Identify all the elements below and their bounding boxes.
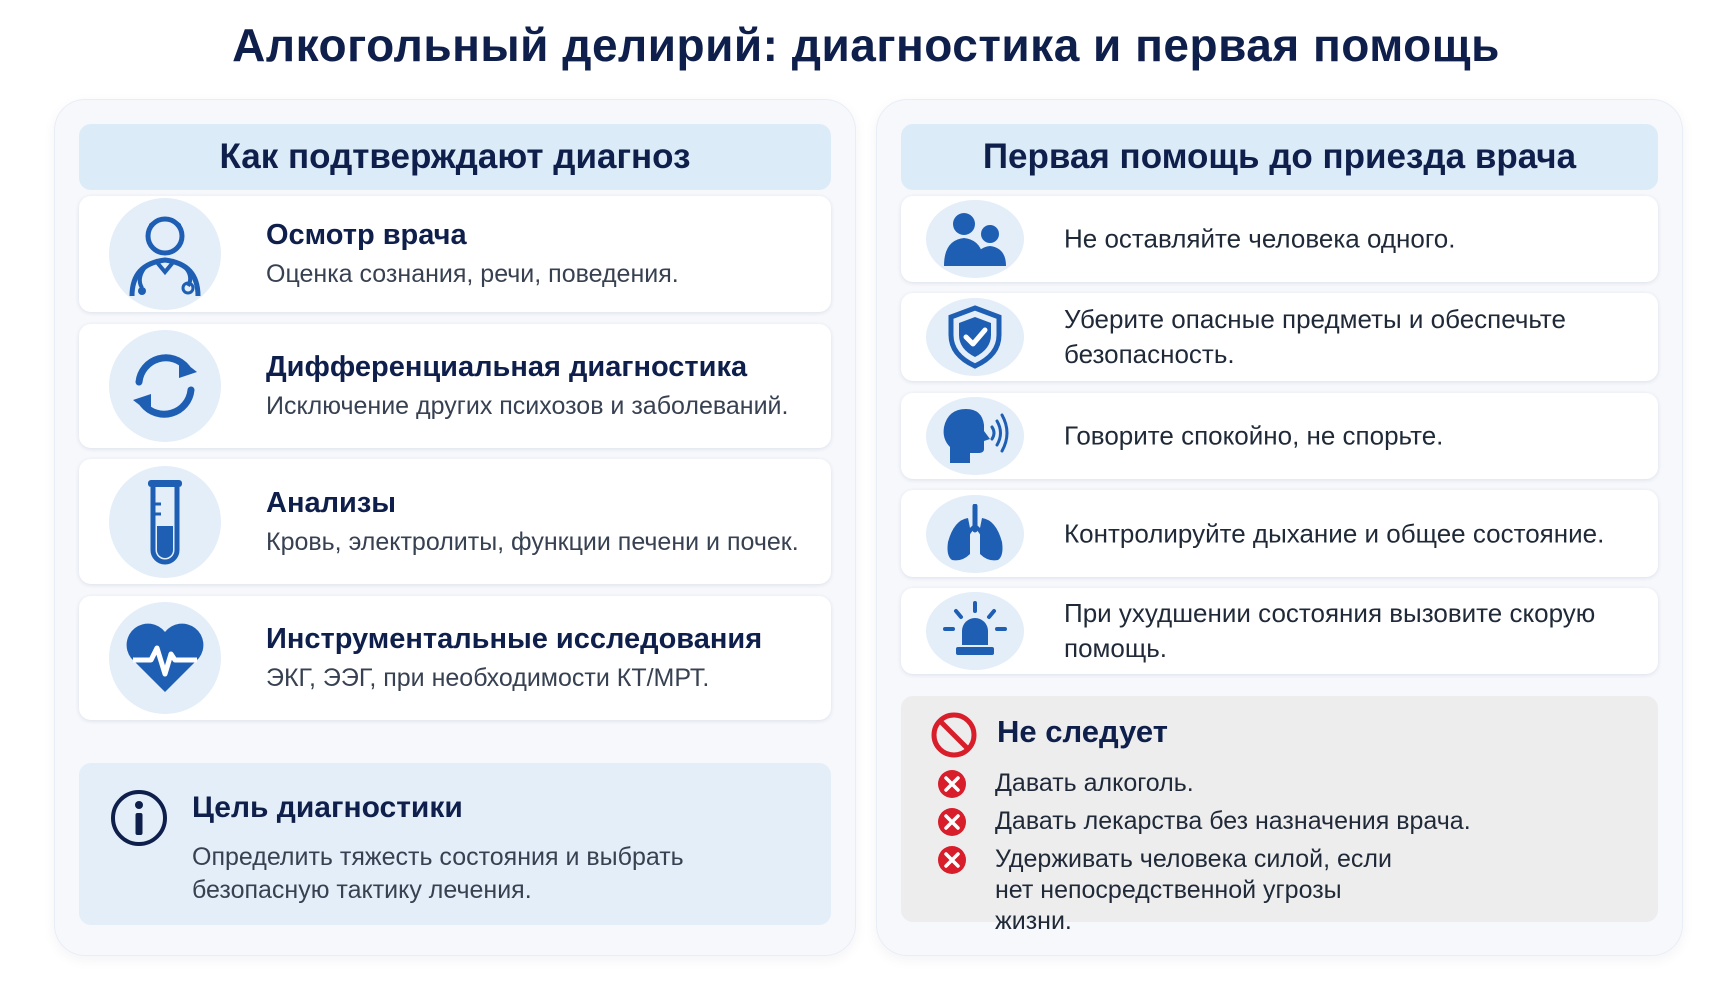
dont-item-text: Давать алкоголь. (995, 769, 1194, 797)
first-aid-item-text: Контролируйте дыхание и общее состояние. (1064, 518, 1605, 548)
first-aid-item-text: При ухудшении состояния вызовите скорую помощь. (1064, 598, 1596, 663)
speaking-head-icon (926, 397, 1024, 475)
first-aid-item-text: Уберите опасные предметы и обеспечьте безопасность. (1064, 304, 1566, 369)
heart-pulse-icon (109, 602, 221, 714)
diagnosis-item-title: Осмотр врача (266, 219, 467, 251)
doctor-icon (109, 198, 221, 310)
prohibited-icon (929, 710, 979, 765)
dont-item-text: Давать лекарства без назначения врача. (995, 807, 1471, 835)
cross-icon (937, 769, 967, 807)
dont-section (901, 696, 1658, 935)
people-icon (926, 200, 1024, 278)
dont-item (937, 844, 1638, 937)
diagnosis-item-subtitle: Исключение других психозов и заболеваний. (266, 392, 789, 420)
first-aid-item (901, 293, 1658, 381)
first-aid-item (901, 588, 1658, 674)
test-tube-icon (109, 466, 221, 578)
diagnosis-item-instrumental (79, 596, 831, 720)
diagnosis-item-tests (79, 459, 831, 584)
diagnosis-item-title: Дифференциальная диагностика (266, 351, 748, 383)
diagnosis-panel (55, 100, 855, 955)
diagnosis-item-subtitle: Кровь, электролиты, функции печени и почек. (266, 527, 799, 556)
first-aid-item (901, 196, 1658, 282)
dont-title: Не следует (997, 714, 1168, 749)
first-aid-panel (877, 100, 1682, 955)
first-aid-item-text: Не оставляйте человека одного. (1064, 223, 1456, 254)
diagnosis-item-exam (79, 196, 831, 312)
diagnosis-item-differential (79, 324, 831, 448)
refresh-icon (109, 330, 221, 442)
goal-description: Определить тяжесть состояния и выбрать безопасную тактику лечения. (192, 843, 684, 904)
cross-icon (937, 845, 967, 883)
goal-title: Цель диагностики (192, 791, 463, 824)
diagnosis-panel-header: Как подтверждают диагноз (79, 124, 831, 190)
dont-item-text: Удерживать человека силой, если нет непосредственной угрозы жизни. (995, 845, 1392, 935)
info-icon (109, 788, 169, 853)
diagnosis-item-subtitle: Оценка сознания, речи, поведения. (266, 260, 679, 288)
page-title: Алкогольный делирий: диагностика и первая помощь (232, 19, 1500, 71)
first-aid-item (901, 393, 1658, 479)
dont-item (937, 768, 1638, 799)
first-aid-panel-header: Первая помощь до приезда врача (901, 124, 1658, 190)
dont-list (937, 768, 1638, 944)
lungs-icon (926, 495, 1024, 573)
diagnosis-item-title: Инструментальные исследования (266, 623, 763, 655)
cross-icon (937, 807, 967, 845)
first-aid-item-text: Говорите спокойно, не спорьте. (1064, 420, 1444, 451)
dont-item (937, 806, 1638, 837)
siren-icon (926, 592, 1024, 670)
diagnosis-item-subtitle: ЭКГ, ЭЭГ, при необходимости КТ/МРТ. (266, 664, 710, 692)
first-aid-item (901, 490, 1658, 577)
diagnosis-goal (79, 763, 831, 925)
shield-check-icon (926, 298, 1024, 376)
diagnosis-item-title: Анализы (266, 486, 397, 519)
